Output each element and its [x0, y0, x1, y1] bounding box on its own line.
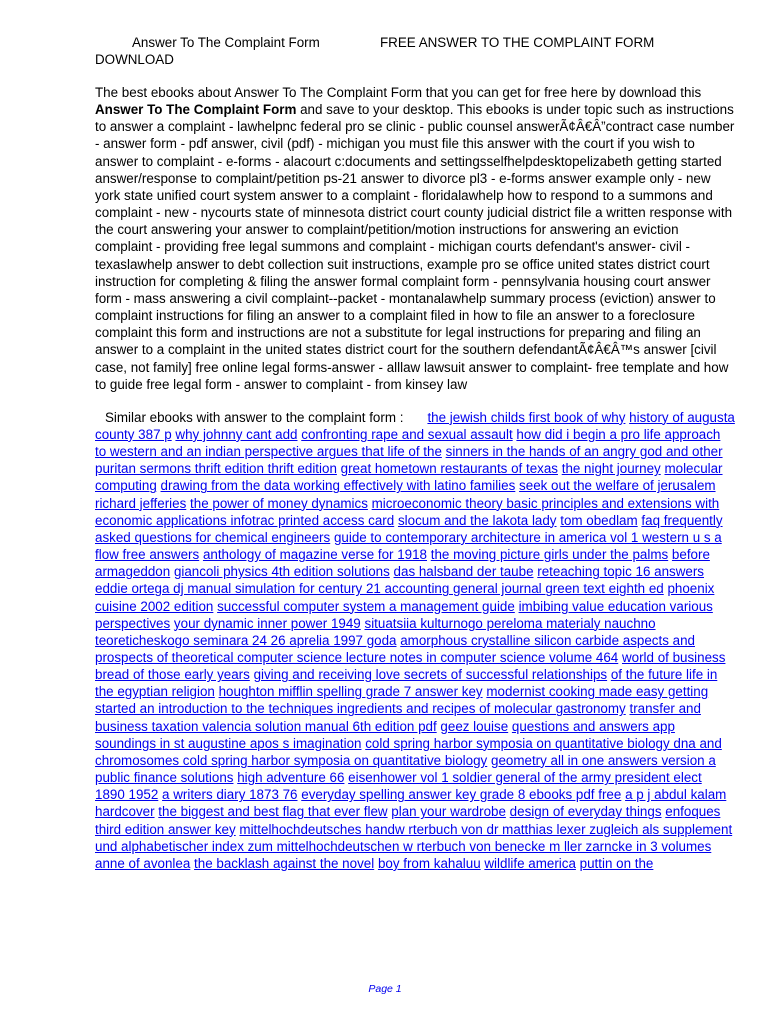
- similar-ebook-link[interactable]: successful computer system a management guide: [217, 598, 515, 614]
- similar-ebook-link[interactable]: of the future life in the egyptian religion: [95, 667, 718, 700]
- similar-ebook-link[interactable]: das halsband der taube: [393, 564, 534, 580]
- similar-ebook-link[interactable]: guide to contemporary architecture in america vol 1 western u s a: [333, 529, 722, 545]
- similar-ebook-link[interactable]: history of augusta county 387 p: [95, 409, 735, 442]
- intro-paragraph: [95, 84, 735, 393]
- intro-body: and save to your desktop. This ebooks is under topic such as instructions to answer a complaint - lawhelpnc federal pro se clinic - public counsel answerÃ¢Â€Â”contract case number - answer form - pdf answer, civil (pdf) - michigan you must file this answer with the court if you wish to answer to complaint - e-forms - alacourt c:documents and settingsselfhelpdesktopelizabeth getting started answer/response to complaint/petition ps-21 answer to divorce pl3 - e-forms answer example only - new york state unified court system answer to a complaint - floridalawhelp how to respond to a summons and complaint - new - nycourts state of minnesota district court county judicial district file a written response with the court answering your answer to complaint/petition/motion instructions for answering an eviction complaint - providing free legal summons and complaint - michigan courts defendant's answer- civil - texaslawhelp answer to debt collection suit instructions, example pro se office united states district court instruction for completing & filing the answer formal complaint form - pennsylvania housing court answer form - mass answering a civil complaint--packet - montanalawhelp summary process (eviction) answer to complaint instructions for filing an answer to a complaint filed in how to file an answer to a foreclosure complaint this form and instructions are not a substitute for legal instructions for preparing and filing an answer to a complaint in the united states district court for the southern defendantÃ¢Â€Â™s answer [civil case, not family] free online legal forms-answer - alllaw lawsuit answer to complaint- free template and how to guide free legal form - answer to complaint - from kinsey law: [95, 102, 735, 392]
- similar-ebook-link[interactable]: transfer and business taxation valencia solution manual 6th edition pdf: [95, 701, 701, 734]
- similar-ebook-link[interactable]: drawing from the data working effectively with latino families: [160, 478, 516, 494]
- similar-ebook-link[interactable]: before armageddon: [95, 547, 710, 580]
- similar-ebook-link[interactable]: the backlash against the novel: [194, 855, 375, 871]
- similar-ebook-link[interactable]: design of everyday things: [509, 804, 662, 820]
- document-header: [95, 34, 735, 68]
- similar-ebook-link[interactable]: why johnny cant add: [175, 426, 298, 442]
- similar-ebook-link[interactable]: eddie ortega dj manual simulation for century 21 accounting general journal green text eighth ed: [95, 581, 664, 597]
- similar-ebook-link[interactable]: high adventure 66: [237, 770, 345, 786]
- similar-ebook-link[interactable]: everyday spelling answer key grade 8 ebooks pdf free: [301, 787, 622, 803]
- similar-ebook-link[interactable]: reteaching topic 16 answers: [537, 564, 704, 580]
- similar-ebook-link[interactable]: tom obedlam: [560, 512, 638, 528]
- similar-ebook-link[interactable]: the biggest and best flag that ever flew: [158, 804, 388, 820]
- similar-ebooks-section: [95, 409, 735, 872]
- similar-ebook-link[interactable]: seek out the welfare of jerusalem: [519, 478, 716, 494]
- similar-ebook-link[interactable]: confronting rape and sexual assault: [301, 426, 513, 442]
- similar-ebook-link[interactable]: how did i begin a pro life approach to western and an indian perspective argues that life of the: [95, 426, 721, 460]
- similar-ebook-link[interactable]: the power of money dynamics: [190, 495, 368, 511]
- similar-ebook-link[interactable]: situatsiia kulturnogo pereloma materialy nauchno teoreticheskogo seminara 24 26 aprelia 1997 goda: [95, 615, 656, 648]
- similar-ebook-link[interactable]: cold spring harbor symposia on quantitative biology dna and chromosomes cold spring harbor symposia on quantitative biology: [95, 735, 722, 768]
- similar-ebook-link[interactable]: houghton mifflin spelling grade 7 answer key: [218, 684, 483, 700]
- similar-ebook-link[interactable]: geez louise: [440, 718, 509, 734]
- similar-ebook-link[interactable]: questions and answers app: [511, 718, 675, 734]
- similar-ebook-link[interactable]: the moving picture girls under the palms: [430, 547, 669, 563]
- similar-ebook-link[interactable]: flow free answers: [95, 547, 200, 563]
- similar-ebook-link[interactable]: sinners in the hands of an angry god and other puritan sermons thrift edition thrift edition: [95, 444, 723, 477]
- similar-ebook-link[interactable]: amorphous crystalline silicon carbide aspects and prospects of theoretical computer science lecture notes in computer science volume 464: [95, 632, 695, 665]
- intro-prefix: The best ebooks about Answer To The Complaint Form that you can get for free here by download this: [95, 85, 702, 100]
- similar-ebook-link[interactable]: soundings in st augustine apos s imagination: [95, 735, 362, 751]
- header-title-tail: DOWNLOAD: [95, 52, 174, 67]
- similar-ebook-link[interactable]: plan your wardrobe: [391, 804, 506, 820]
- similar-ebook-link[interactable]: world of business: [621, 650, 726, 665]
- intro-bold-title: Answer To The Complaint Form: [95, 102, 297, 118]
- similar-ebook-link[interactable]: modernist cooking made easy getting started an introduction to the techniques ingredients and recipes of molecular gastronomy: [95, 684, 709, 717]
- similar-ebook-link[interactable]: anne of avonlea: [95, 855, 191, 871]
- similar-ebook-link[interactable]: giancoli physics 4th edition solutions: [173, 564, 390, 580]
- page-number: Page 1: [368, 983, 402, 995]
- similar-ebook-link[interactable]: great hometown restaurants of texas: [340, 461, 558, 477]
- similar-ebook-link[interactable]: richard jefferies: [95, 495, 187, 511]
- similar-ebook-link[interactable]: the night journey: [561, 461, 661, 477]
- similar-ebook-link[interactable]: anthology of magazine verse for 1918: [202, 547, 428, 563]
- similar-ebook-link[interactable]: wildlife america: [484, 855, 576, 871]
- similar-ebook-link[interactable]: your dynamic inner power 1949: [173, 615, 361, 631]
- similar-ebook-link[interactable]: geometry all in one answers version a: [491, 752, 716, 768]
- similar-ebook-link[interactable]: a p j abdul kalam hardcover: [95, 787, 727, 820]
- similar-ebook-link[interactable]: bread of those early years: [95, 667, 250, 683]
- similar-ebook-link[interactable]: faq frequently asked questions for chemical engineers: [95, 512, 723, 545]
- similar-ebook-link[interactable]: public finance solutions: [95, 770, 234, 786]
- similar-lead: Similar ebooks with answer to the complaint form :: [105, 409, 404, 425]
- similar-ebook-link[interactable]: boy from kahaluu: [377, 855, 481, 871]
- similar-ebook-link[interactable]: puttin on the: [579, 855, 654, 871]
- similar-ebook-link[interactable]: microeconomic theory basic principles and extensions with economic applications infotrac printed access card: [95, 495, 720, 528]
- similar-ebook-link[interactable]: phoenix cuisine 2002 edition: [95, 581, 715, 614]
- similar-ebook-link[interactable]: mittelhochdeutsches handw rterbuch von dr matthias lexer zugleich als supplement und alphabetischer index zum mittelhochdeutschen w rterbuch von benecke m ller zarncke in 3 volumes: [95, 821, 733, 854]
- document-page: [95, 34, 735, 872]
- header-title-left: Answer To The Complaint Form: [132, 35, 320, 50]
- similar-ebook-link[interactable]: molecular computing: [95, 461, 723, 494]
- similar-ebook-link[interactable]: imbibing value education various perspectives: [95, 598, 713, 631]
- header-title-right: FREE ANSWER TO THE COMPLAINT FORM: [380, 35, 655, 50]
- similar-ebook-link[interactable]: the jewish childs first book of why: [427, 409, 626, 425]
- similar-ebook-link[interactable]: enfoques third edition answer key: [95, 804, 721, 837]
- similar-ebook-link[interactable]: a writers diary 1873 76: [162, 787, 298, 803]
- similar-ebook-link[interactable]: slocum and the lakota lady: [397, 512, 557, 528]
- similar-ebook-link[interactable]: giving and receiving love secrets of successful relationships: [253, 667, 608, 683]
- similar-ebook-link[interactable]: eisenhower vol 1 soldier general of the army president elect 1890 1952: [95, 770, 702, 803]
